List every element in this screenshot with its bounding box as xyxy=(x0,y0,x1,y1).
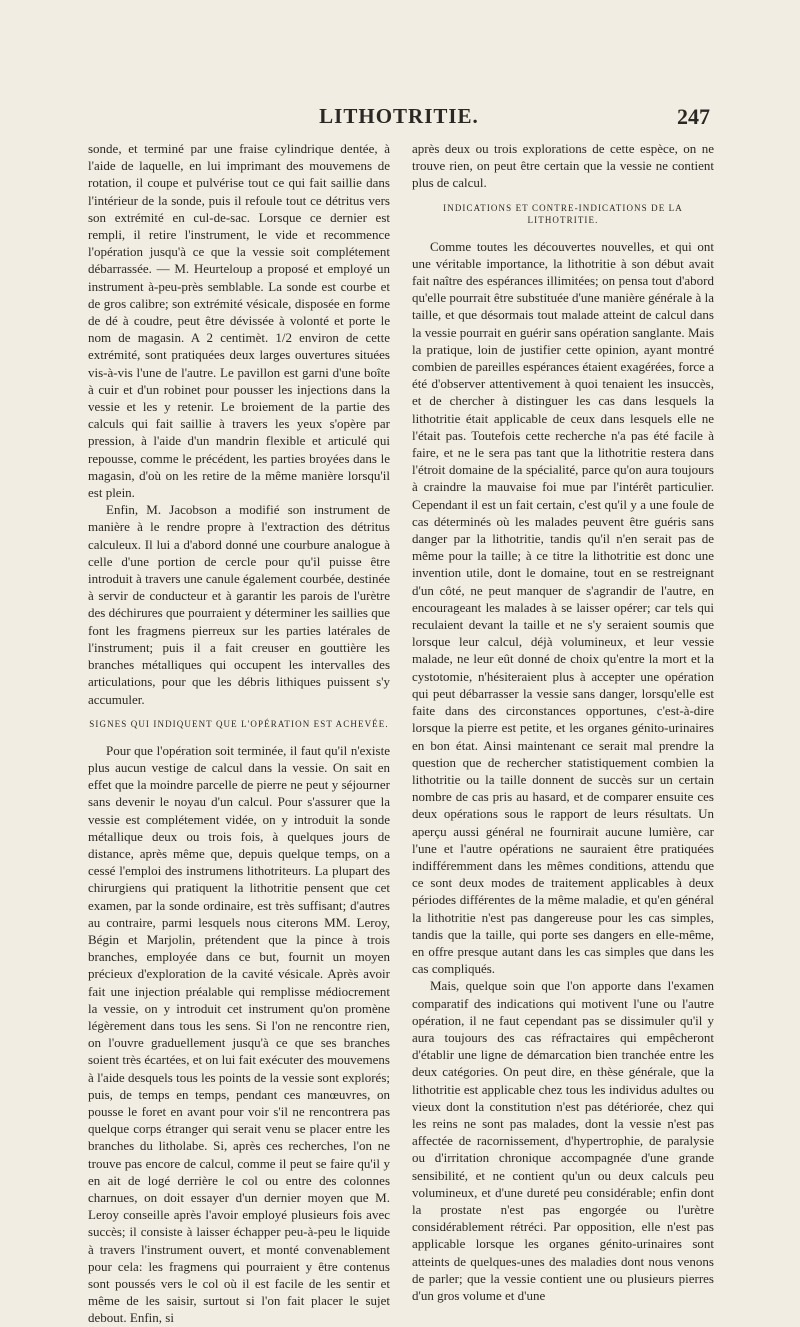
paragraph: après deux ou trois explorations de cette espèce, on ne trouve rien, on peut être certain que la vessie ne contient plus de calcul. xyxy=(412,141,714,191)
paragraph: Pour que l'opération soit terminée, il faut qu'il n'existe plus aucun vestige de calcul dans la vessie. On sait en effet que la moindre parcelle de pierre ne peut y séjourner sans devenir le noyau d'un calcul. Pour s'assurer que la vessie est complétement vidée, on y introduit la sonde métallique deux ou trois fois, à quelques jours de distance, après même que, depuis quelque temps, on a cessé l'emploi des instrumens lithotriteurs. La plupart des chirurgiens qui pratiquent la lithotritie pensent que cet examen, par la sonde ordinaire, est très suffisant; d'autres au contraire, parmi lesquels nous citerons MM. Leroy, Bégin et Marjolin, prétendent que la pince à trois branches, employée dans ce but, fournit un moyen précieux d'exploration de la cavité vésicale. Après avoir fait une injection préalable qui remplisse médiocrement la vessie, on y introduit cet instrument qu'on promène légèrement dans tous les sens. Si l'on ne rencontre rien, on l'ouvre graduellement jusqu'à ce que ses branches soient très écartées, et on lui fait exécuter des mouvemens à l'aide desquels tous les points de la vessie sont explorés; puis, de temps en temps, pendant ces manœuvres, on pousse le foret en avant pour voir s'il ne rencontrera pas quelque corps étranger qui serait venu se placer entre les branches du litholabe. Si, après ces recherches, l'on ne trouve pas encore de calcul, comme il peut se faire qu'il y en ait de logé derrière le col ou entre des colonnes charnues, on doit essayer d'un dernier moyen que M. Leroy conseille après l'avoir employé plusieurs fois avec succès; il consiste à laisser échapper peu-à-peu le liquide à travers l'instrument ouvert, et monté convenablement pour cela: les fragmens qui pourraient y être contenus sont poussés vers le col où il est facile de les sentir et même de les saisir, surtout si l'on fait placer le sujet debout. Enfin, si xyxy=(88,742,390,1326)
paragraph: Mais, quelque soin que l'on apporte dans l'examen comparatif des indications qui motivent l'une ou l'autre opération, il ne faut cependant pas se dissimuler qu'il y aura toujours des cas réfractaires qui empêcheront d'établir une ligne de démarcation bien tranchée entre les deux catégories. On peut dire, en thèse générale, que la lithotritie est applicable chez tous les individus adultes ou vieux dont la constitution n'est pas détériorée, chez qui les reins ne sont pas malades, dont la vessie n'est pas affectée de racornissement, d'hypertrophie, de paralysie ou d'irritation chronique accompagnée d'une grande sensibilité, et ne contient qu'un ou deux calculs peu volumineux, et d'une dureté peu considérable; enfin dont la prostate n'est pas engorgée ou l'urètre considérablement rétréci. Par opposition, elle n'est pas applicable lorsque les organes génito-urinaires sont atteints de quelques-unes des maladies dont nous venons de parler; que la vessie contient une ou plusieurs pierres d'un gros volume et d'une xyxy=(412,978,714,1303)
section-heading: SIGNES QUI INDIQUENT QUE L'OPÉRATION EST ACHEVÉE. xyxy=(89,718,389,729)
running-title: LITHOTRITIE. xyxy=(319,104,479,128)
page-header xyxy=(88,104,710,134)
paragraph: Comme toutes les découvertes nouvelles, et qui ont une véritable importance, la lithotritie à son début avait fait naître des espérances illimitées; on pensa tout d'abord qu'elle pourrait être substituée d'une manière générale à la taille, et que désormais tout malade atteint de calcul dans la vessie pourrait en guérir sans opération sanglante. Mais la pratique, loin de justifier cette opinion, ayant montré combien de pareilles espérances étaient exagérées, force a été d'observer attentivement à quoi tenaient les insuccès, et de chercher à distinguer les cas dans lesquels la lithotritie était applicable de ceux dans lesquels elle ne l'était pas. Toutefois cette recherche n'a pas été facile à faire, et ne le sera pas tant que la lithotritie restera dans l'étroit domaine de la spécialité, parce qu'on aura toujours à craindre la mauvaise foi mue par l'intérêt particulier. Cependant il est un fait certain, c'est qu'il y a une foule de cas déterminés où les malades peuvent être guéris sans danger par la lithotritie, tandis qu'il n'en serait pas de même pour la taille; à ce titre la lithotritie est donc une invention utile, dont le domaine, tout en se restreignant d'un côté, ne peut manquer de s'agrandir de l'autre, en encourageant les malades à se laisser opérer; car tels qui reculaient devant la taille et ne s'y seraient soumis que lorsque leur calcul, déjà volumineux, et leur vessie malade, ne leur eût donné de choix qu'entre la mort et la cystotomie, n'hésiteraient plus à accepter une opération qui peut débarrasser la vessie sans danger, lorsqu'elle est faite dans des circonstances opportunes, c'est-à-dire lorsque la pierre est petite, et les organes génito-urinaires en bon état. Ainsi maintenant ce serait mal prendre la question que de rechercher statistiquement combien la lithotritie ou la taille donnent de succès sur un certain nombre de cas pris au hasard, et de comparer ensuite ces deux opérations sous le rapport de leurs résultats. Un aperçu aussi général ne fournirait aucune lumière, car l'une et l'autre opérations ne sauraient être pratiquées indifféremment dans les mêmes conditions, attendu que ce sont deux modes de traitement applicables à deux périodes différentes de la même maladie, et qu'en général la lithotritie n'est pas dangereuse pour les cas simples, tandis que la taille, qui porte ses dangers en elle-même, en offre presque autant dans les cas simples que dans les cas compliqués. xyxy=(412,238,714,977)
paragraph: sonde, et terminé par une fraise cylindrique dentée, à l'aide de laquelle, en lui imprimant des mouvemens de rotation, il coupe et pulvérise tout ce qui fait saillie dans l'intérieur de la sonde, puis il refoule tout ce détritus vers son extrémité en cul-de-sac. Lorsque ce dernier est rempli, il retire l'instrument, le vide et recommence l'opération jusqu'à ce que la vessie soit complétement débarrassée. — M. Heurteloup a proposé et employé un instrument à-peu-près semblable. La sonde est courbe et de gros calibre; son extrémité vésicale, disposée en forme de dé à coudre, peut être dévissée à volonté et porte le nom de magasin. A 2 centimèt. 1/2 environ de cette extrémité, sont pratiquées deux larges ouvertures situées vis-à-vis l'une de l'autre. Le pavillon est garni d'une boîte à cuir et d'un robinet pour pousser les injections dans la vessie et les y retenir. Le broiement de la partie des calculs qui fait saillie à travers les yeux s'opère par pression, à l'aide d'un mandrin flexible et articulé qui repousse, comme le précédent, les parties broyées dans le magasin, d'où on les retire de la même manière lorsqu'il est plein. xyxy=(88,141,390,501)
paragraph: Enfin, M. Jacobson a modifié son instrument de manière à le rendre propre à l'extraction des détritus calculeux. Il lui a d'abord donné une courbure analogue à celle d'une portion de cercle pour qu'il puisse être introduit à travers une canule également courbée, destinée à servir de conducteur et à garantir les parois de l'urètre des déchirures que pourraient y déterminer les saillies que font les fragmens pierreux sur les parties latérales de l'instrument; puis il a fait creuser en gouttière les branches métalliques qui occupent les intervalles des articulations, pour que les débris lithiques puissent s'y accumuler. xyxy=(88,502,390,707)
left-column xyxy=(88,140,390,1327)
page-number: 247 xyxy=(677,104,710,129)
section-heading: INDICATIONS ET CONTRE-INDICATIONS DE LA LITHOTRITIE. xyxy=(443,202,683,225)
